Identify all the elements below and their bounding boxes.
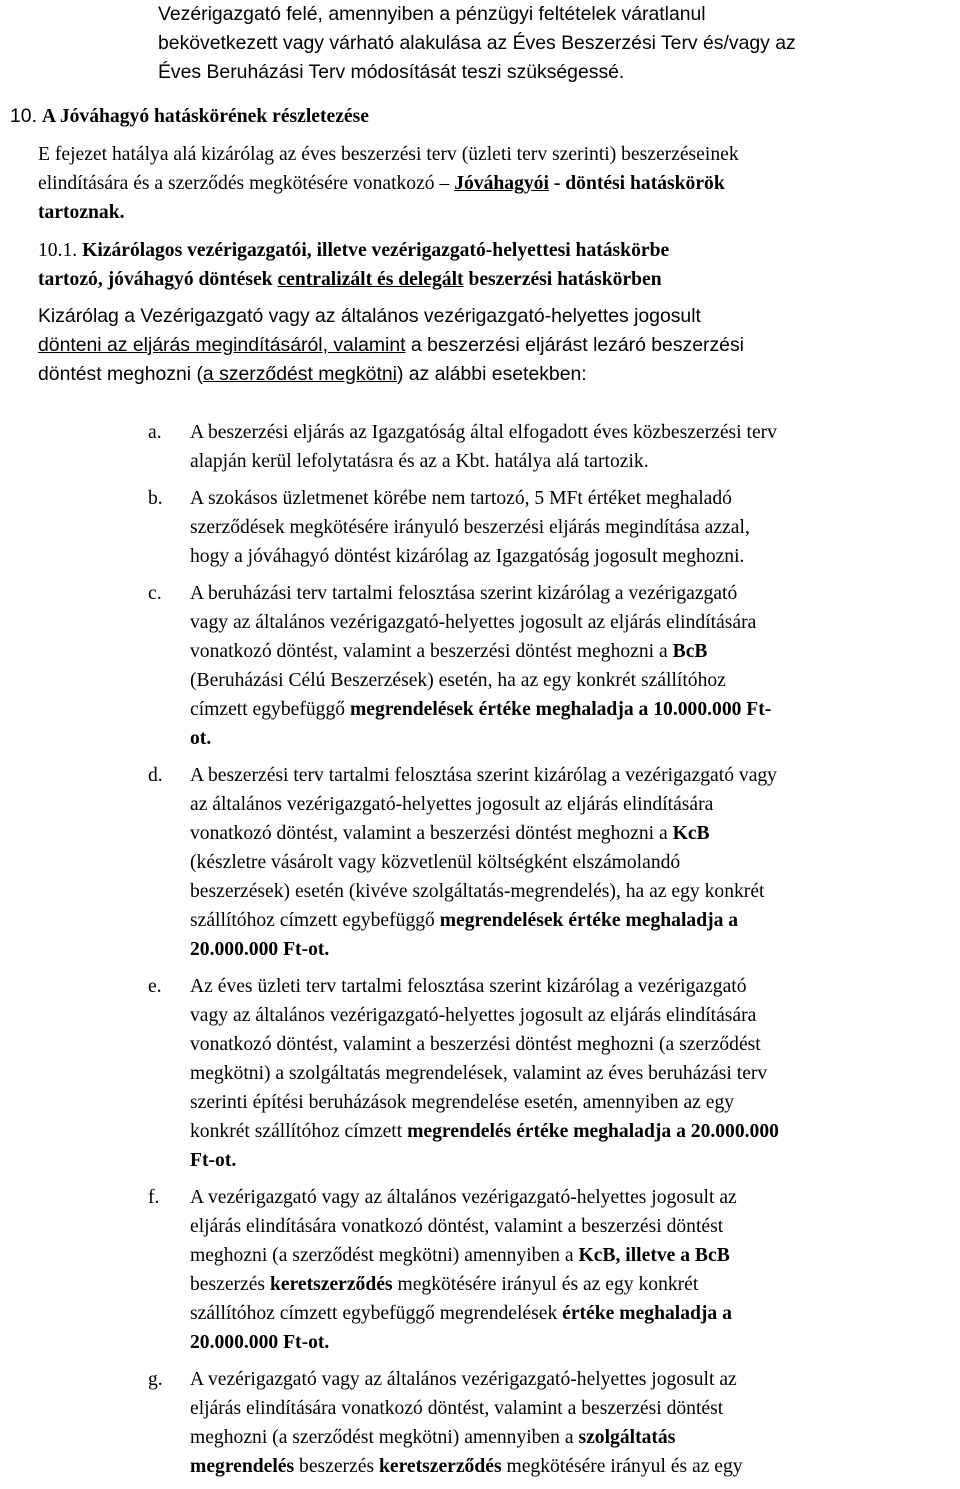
list-marker: a. [148,422,162,443]
text-span: beszerzési hatáskörben [463,269,662,290]
text-span: címzett egybefüggő [190,699,350,720]
text-span: a beszerzési eljárást lezáró beszerzési [405,334,744,356]
text-line [190,1117,958,1146]
text-line: vagy az általános vezérigazgató-helyettes jogosult az eljárás elindítására [190,1005,757,1026]
text-span: szállítóhoz címzett egybefüggő megrendelések [190,1303,563,1324]
text-line [38,169,958,198]
text-span: beszerzés [294,1456,379,1477]
section-heading-10 [10,102,940,131]
text-span: vonatkozó döntést, valamint a beszerzési döntést meghozni a [190,641,673,662]
emphasis-underlined: centralizált és delegált [277,269,464,290]
text-span: tartozó, jóváhagyó döntések [38,269,278,290]
list-marker: g. [148,1369,163,1390]
text-line: vagy az általános vezérigazgató-helyettes jogosult az eljárás elindítására [190,612,757,633]
emphasis-bold: megrendelések értéke meghaladja a 10.000.000 Ft- [349,699,772,720]
text-line: vonatkozó döntést, valamint a beszerzési döntést meghozni (a szerződést [190,1034,761,1055]
list-marker: c. [148,583,162,604]
text-line [190,1299,958,1328]
text-line [190,695,958,724]
emphasis-bold: értéke meghaladja a [562,1303,732,1324]
list-marker: e. [148,976,162,997]
list-item-f [148,1183,958,1357]
section-10-paragraph [38,140,958,227]
emphasis-underlined: a szerződést megkötni [202,363,397,385]
emphasis-underlined: dönteni az eljárás megindításáról, valamint [38,334,406,356]
text-span: szállítóhoz címzett egybefüggő [190,910,440,931]
section-number: 10.1. [38,240,78,261]
text-line: szerinti építési beruházások megrendelése esetén, amennyiben az egy [190,1092,735,1113]
text-line: beszerzések) esetén (kivéve szolgáltatás-megrendelés), ha az egy konkrét [190,881,765,902]
text-line: bekövetkezett vagy várható alakulása az Éves Beszerzési Terv és/vagy az [158,32,796,54]
text-span: elindítására és a szerződés megkötésére vonatkozó [38,173,440,194]
text-span: megkötésére irányul és az egy konkrét [392,1274,699,1295]
text-span: konkrét szállítóhoz címzett [190,1121,408,1142]
list-marker: f. [148,1187,160,1208]
text-line [190,1241,958,1270]
text-line [190,906,958,935]
list-marker: d. [148,765,163,786]
text-line: Kizárólag a Vezérigazgató vagy az általános vezérigazgató-helyettes jogosult [38,305,701,327]
text-line: ot. [190,728,212,749]
text-line: Vezérigazgató felé, amennyiben a pénzügyi feltételek váratlanul [158,3,706,25]
text-line: Éves Beruházási Terv módosítását teszi szükségessé. [158,61,625,83]
text-line [38,265,958,294]
section-10-1-paragraph [38,302,958,389]
text-line: (készletre vásárolt vagy közvetlenül költségként elszámolandó [190,852,681,873]
emphasis-bold: KcB, illetve a BcB [578,1245,730,1266]
text-line [190,1452,958,1481]
list-item-g [148,1365,958,1481]
list-item-b [148,484,958,571]
list-marker: b. [148,488,163,509]
text-line: A vezérigazgató vagy az általános vezérigazgató-helyettes jogosult az [190,1369,737,1390]
emphasis-bold: keretszerződés [378,1456,502,1477]
emphasis-bold: megrendelés értéke meghaladja a 20.000.000 [407,1121,779,1142]
text-line: A beruházási terv tartalmi felosztása szerint kizárólag a vezérigazgató [190,583,738,604]
section-number: 10. [10,105,37,127]
text-span: vonatkozó döntést, valamint a beszerzési döntést meghozni a [190,823,673,844]
text-line: A vezérigazgató vagy az általános vezérigazgató-helyettes jogosult az [190,1187,737,1208]
list-item-c [148,579,958,753]
emphasis-bold: szolgáltatás [578,1427,676,1448]
section-heading-10-1 [38,236,958,294]
text-span: megkötésére irányul és az egy [501,1456,743,1477]
emphasis-bold: BcB [672,641,708,662]
emphasis-underlined: Jóváhagyói [454,173,549,194]
text-line: 20.000.000 Ft-ot. [190,939,330,960]
text-line: E fejezet hatálya alá kizárólag az éves beszerzési terv (üzleti terv szerinti) beszerzéseinek [38,144,739,165]
emphasis-bold: keretszerződés [269,1274,393,1295]
emphasis-bold: - döntési hatáskörök [548,173,725,194]
list-item-a [148,418,958,476]
text-line: megkötni) a szolgáltatás megrendelések, valamint az éves beruházási terv [190,1063,768,1084]
section-title: Kizárólagos vezérigazgatói, illetve vezérigazgató-helyettesi hatáskörbe [82,240,670,261]
text-span: beszerzés [190,1274,270,1295]
text-line: 20.000.000 Ft-ot. [190,1332,330,1353]
emphasis-bold: megrendelések értéke meghaladja a [439,910,739,931]
text-span: meghozni (a szerződést megkötni) amennyiben a [190,1245,579,1266]
text-line: Az éves üzleti terv tartalmi felosztása szerint kizárólag a vezérigazgató [190,976,747,997]
text-line: eljárás elindítására vonatkozó döntést, valamint a beszerzési döntést [190,1398,724,1419]
text-line: Ft-ot. [190,1150,237,1171]
text-line [38,360,958,389]
text-line: hogy a jóváhagyó döntést kizárólag az Igazgatóság jogosult meghozni. [190,546,745,567]
text-line [38,331,958,360]
text-span: döntést meghozni ( [38,363,203,385]
list-item-d [148,761,958,964]
text-line: (Beruházási Célú Beszerzések) esetén, ha az egy konkrét szállítóhoz [190,670,726,691]
text-line: szerződések megkötésére irányuló beszerzési eljárás megindítása azzal, [190,517,750,538]
text-line: A beszerzési eljárás az Igazgatóság által elfogadott éves közbeszerzési terv [190,422,777,443]
text-line: A beszerzési terv tartalmi felosztása szerint kizárólag a vezérigazgató vagy [190,765,777,786]
emphasis-bold: megrendelés [190,1456,295,1477]
list-item-e [148,972,958,1175]
text-span: meghozni (a szerződést megkötni) amennyiben a [190,1427,579,1448]
text-line [38,236,958,265]
text-line: az általános vezérigazgató-helyettes jogosult az eljárás elindítására [190,794,714,815]
text-line [190,1423,958,1452]
text-span: – [439,173,455,194]
text-line [190,1270,958,1299]
emphasis-bold: KcB [672,823,710,844]
cases-list [148,418,958,1489]
text-span: ) az alábbi esetekben: [396,363,587,385]
text-line: alapján kerül lefolytatásra és az a Kbt. hatálya alá tartozik. [190,451,649,472]
text-line: A szokásos üzletmenet körébe nem tartozó, 5 MFt értéket meghaladó [190,488,732,509]
text-line [190,637,958,666]
text-line: tartoznak. [38,202,125,223]
text-line [190,819,958,848]
text-line: eljárás elindítására vonatkozó döntést, valamint a beszerzési döntést [190,1216,724,1237]
section-title: A Jóváhagyó hatáskörének részletezése [41,106,369,127]
continuation-paragraph [158,0,938,87]
